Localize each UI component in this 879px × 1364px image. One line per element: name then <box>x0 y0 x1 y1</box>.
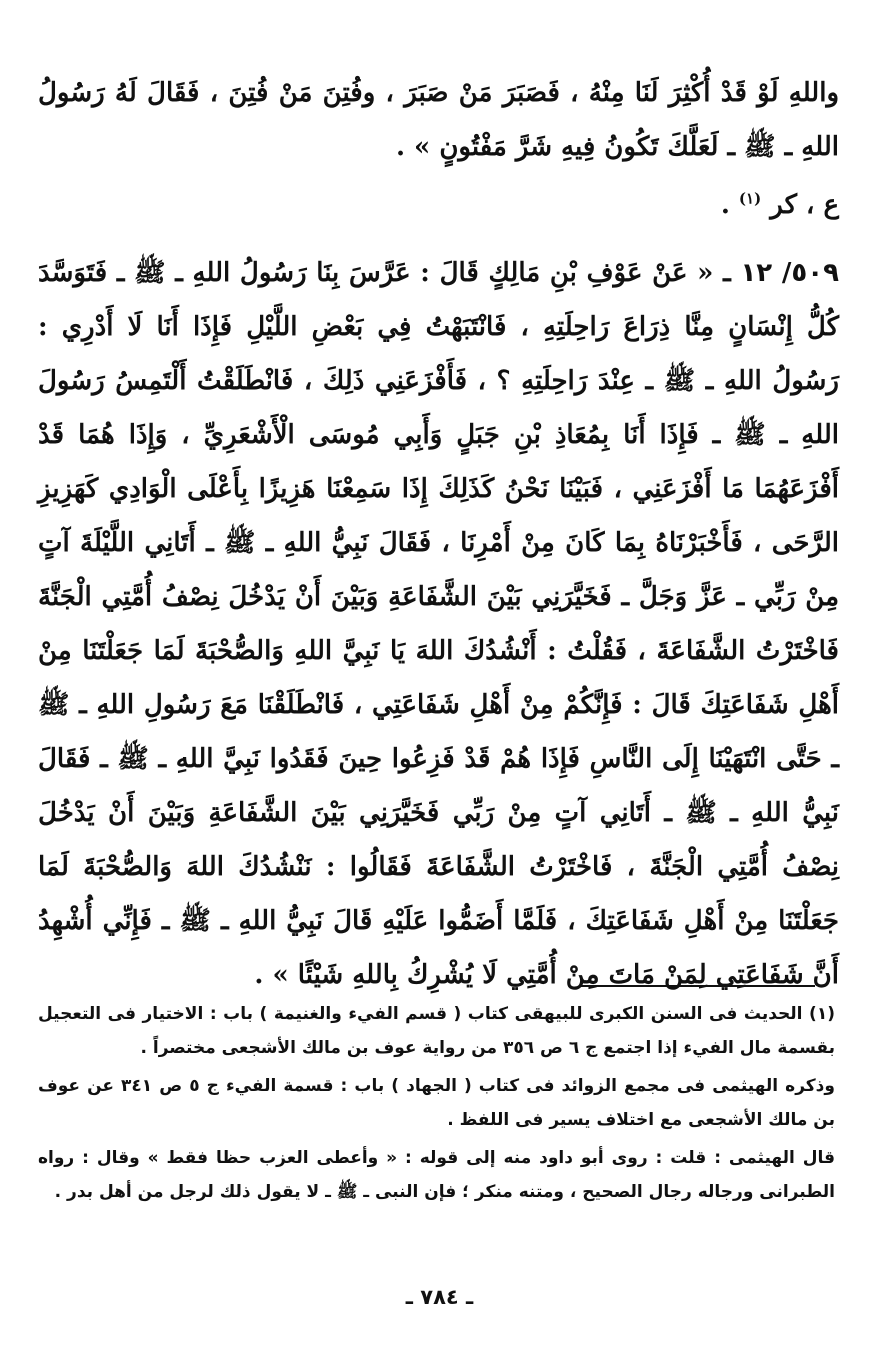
source-end: . <box>720 190 739 220</box>
footnote-item: (١) الحديث فى السنن الكبرى للبيهقى كتاب ( قسم الفيء والغنيمة ) باب : الاختيار فى التعجيل بقسمة مال الفيء إذا اجتمع ج ٦ ص ٣٥٦ من رواية عوف بن مالك الأشجعى مختصراً . <box>38 1004 835 1058</box>
hadith-paragraph <box>38 246 839 1002</box>
footnotes <box>38 997 835 1213</box>
hadith-continuation: واللهِ لَوْ قَدْ أُكْثِرَ لَنَا مِنْهُ ، فَصَبَرَ مَنْ صَبَرَ ، وفُتِنَ مَنْ فُتِنَ ، فَقَالَ لَهُ رَسُولُ اللهِ ـ ﷺ ـ لَعَلَّكَ تَكُونُ فِيهِ شَرَّ مَفْتُونٍ » . <box>38 78 840 162</box>
footnote-divider <box>581 985 815 987</box>
hadith-number: ٥٠٩/ ١٢ <box>740 258 839 288</box>
hadith-text: ـ « عَنْ عَوْفِ بْنِ مَالِكٍ قَالَ : عَرَّسَ بِنَا رَسُولُ اللهِ ـ ﷺ ـ فَتَوَسَّدَ كُلُّ إِنْسَانٍ مِنَّا ذِرَاعَ رَاحِلَتِهِ ، فَانْتَبَهْتُ فِي بَعْضِ اللَّيْلِ فَإِذَا أَنَا لَا أَدْرِي : رَسُولُ اللهِ ـ ﷺ ـ عِنْدَ رَاحِلَتِهِ ؟ ، فَأَفْزَعَنِي ذَلِكَ ، فَانْطَلَقْتُ أَلْتَمِسُ رَسُولَ اللهِ ـ ﷺ ـ فَإِذَا أَنَا بِمُعَاذِ بْنِ جَبَلٍ وَأَبِي مُوسَى الْأَشْعَرِيِّ ، وَإِذَا هُمَا قَدْ أَفْزَعَهُمَا مَا أَفْزَعَنِي ، فَبَيْنَا نَحْنُ كَذَلِكَ إِذَا سَمِعْنَا هَزِيزًا بِأَعْلَى الْوَادِي كَهَزِيزِ الرَّحَى ، فَأَخْبَرْنَاهُ بِمَا كَانَ مِنْ أَمْرِنَا ، فَقَالَ نَبِيُّ اللهِ ـ ﷺ ـ أَتَانِي اللَّيْلَةَ آتٍ مِنْ رَبِّي ـ عَزَّ وَجَلَّ ـ فَخَيَّرَنِي بَيْنَ الشَّفَاعَةِ وَبَيْنَ أَنْ يَدْخُلَ نِصْفُ أُمَّتِي الْجَنَّةَ فَاخْتَرْتُ الشَّفَاعَةَ ، فَقُلْتُ : أَنْشُدُكَ اللهَ يَا نَبِيَّ اللهِ وَالصُّحْبَةَ لَمَا جَعَلْتَنَا مِنْ أَهْلِ شَفَاعَتِكَ قَالَ : فَإِنَّكُمْ مِنْ أَهْلِ شَفَاعَتِي ، فَانْطَلَقْنَا مَعَ رَسُولِ اللهِ ـ ﷺ ـ حَتَّى انْتَهَيْنَا إِلَى النَّاسِ فَإِذَا هُمْ قَدْ فَزِعُوا حِينَ فَقَدُوا نَبِيَّ اللهِ ـ ﷺ ـ فَقَالَ نَبِيُّ اللهِ ـ ﷺ ـ أَتَانِي آتٍ مِنْ رَبِّي فَخَيَّرَنِي بَيْنَ الشَّفَاعَةِ وَبَيْنَ أَنْ يَدْخُلَ نِصْفُ أُمَّتِي الْجَنَّةَ ، فَاخْتَرْتُ الشَّفَاعَةَ فَقَالُوا : نَنْشُدُكَ اللهَ وَالصُّحْبَةَ لَمَا جَعَلْتَنَا مِنْ أَهْلِ شَفَاعَتِكَ ، فَلَمَّا أَضَمُّوا عَلَيْهِ قَالَ نَبِيُّ اللهِ ـ ﷺ ـ فَإِنِّي أُشْهِدُ أَنَّ شَفَاعَتِي لِمَنْ مَاتَ مِنْ أُمَّتِي لَا يُشْرِكُ بِاللهِ شَيْئًا » . <box>38 258 839 990</box>
main-text <box>38 66 839 1002</box>
source-citation <box>38 178 839 232</box>
page-number: ـ ٧٨٤ ـ <box>405 1285 474 1309</box>
footnote-item: وذكره الهيثمى فى مجمع الزوائد فى كتاب ( الجهاد ) باب : قسمة الفيء ج ٥ ص ٣٤١ عن عوف بن مالك الأشجعى مع اختلاف يسير فى اللفظ . <box>38 1076 835 1130</box>
footnote-item: قال الهيثمى : قلت : روى أبو داود منه إلى قوله : « وأعطى العزب حظا فقط » وقال : رواه الطبرانى ورجاله رجال الصحيح ، ومتنه منكر ؛ فإن النبى ـ ﷺ ـ لا يقول ذلك لرجل من أهل بدر . <box>38 1148 835 1202</box>
source-abbrev: ع ، كر <box>770 190 839 220</box>
footnote-ref[interactable]: (١) <box>738 189 762 208</box>
